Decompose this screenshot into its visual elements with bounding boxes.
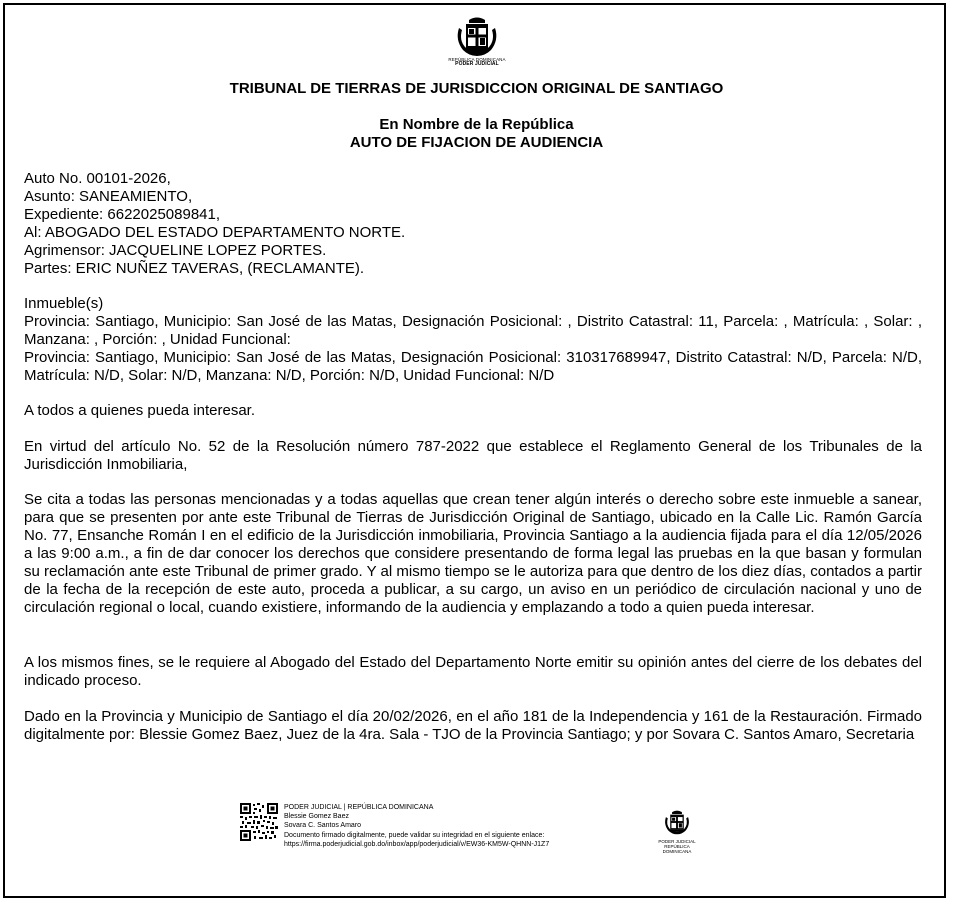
surveyor: Agrimensor: JACQUELINE LOPEZ PORTES. <box>24 242 327 259</box>
seal-caption-country: REPÚBLICA DOMINICANA <box>448 57 506 62</box>
property-heading: Inmueble(s) <box>24 295 104 312</box>
seal-caption <box>440 57 514 67</box>
signature-details <box>284 803 549 849</box>
addressee: Al: ABOGADO DEL ESTADO DEPARTAMENTO NORTE. <box>24 224 406 241</box>
footer-signer-1: Blessie Gomez Baez <box>284 813 349 821</box>
property-entry-2: Provincia: Santiago, Municipio: San José de las Matas, Designación Posicional: 310317689947, Distrito Catastral: N/D, Parcela: N/D, Matrícula: N/D, Solar: N/D, Manzana: N/D, Porción: N/D, Unidad Funcional: N/D <box>24 349 922 384</box>
footer-seal-country: REPÚBLICA DOMINICANA <box>662 844 692 854</box>
footer-validation-link[interactable]: https://firma.poderjudicial.gob.do/inbox/app/poderjudicial/v/EW36-KM5W-QHNN-J1Z7 <box>284 840 550 848</box>
closing-paragraph: Dado en la Provincia y Municipio de Santiago el día 20/02/2026, en el año 181 de la Independencia y 161 de la Restauración. Firmado digitalmente por: Blessie Gomez Baez, Juez de la 4ra. Sala - TJO de la Provincia Santiago; y por Sovara C. Santos Amaro, Secretaria <box>24 708 922 743</box>
footer-validate-note: Documento firmado digitalmente, puede validar su integridad en el siguiente enlace: <box>284 831 545 839</box>
seal-caption-institution: PODER JUDICIAL <box>455 61 499 67</box>
auto-number: Auto No. 00101-2026, <box>24 170 171 187</box>
property-entry-1: Provincia: Santiago, Municipio: San José de las Matas, Designación Posicional: , Distrito Catastral: 11, Parcela: , Matrícula: , Solar: , Manzana: , Porción: , Unidad Funcional: <box>24 313 922 348</box>
footer-seal-institution: PODER JUDICIAL <box>658 839 696 844</box>
qr-code-icon[interactable] <box>240 803 278 841</box>
footer-signer-2: Sovara C. Santos Amaro <box>284 822 362 830</box>
parties: Partes: ERIC NUÑEZ TAVERAS, (RECLAMANTE). <box>24 260 365 277</box>
case-info <box>24 170 922 278</box>
footer-seal-caption <box>652 839 702 854</box>
footer-org: PODER JUDICIAL | REPÚBLICA DOMINICANA <box>284 804 434 811</box>
greeting: A todos a quienes pueda interesar. <box>24 402 256 419</box>
legal-basis-paragraph: En virtud del artículo No. 52 de la Resolución número 787-2022 que establece el Reglamento General de los Tribunales de la Jurisdicción Inmobiliaria, <box>24 438 922 473</box>
subject: Asunto: SANEAMIENTO, <box>24 188 193 205</box>
act-title: AUTO DE FIJACION DE AUDIENCIA <box>349 134 604 151</box>
property-section <box>24 295 922 385</box>
citation-paragraph: Se cita a todas las personas mencionadas y a todas aquellas que crean tener algún interés o derecho sobre este inmueble a sanear, para que se presenten por ante este Tribunal de Tierras de Jurisdicción Original de Santiago, ubicado en la Calle Lic. Ramón García No. 77, Ensanche Román I en el edificio de la Jurisdicción inmobiliaria, Provincia Santiago a la audiencia fijada para el día 12/05/2026 a las 9:00 a.m., a fin de dar conocer los derechos que considere presentando de forma legal las pruebas en la que basan y formulan su reclamación ante este Tribunal de primer grado. Y al mismo tiempo se le autoriza para que dentro de los diez días, contados a partir de la fecha de la recepción de este auto, proceda a publicar, a su cargo, un aviso en un periódico de circulación nacional y uno de circulación regional o local, cuando existiere, informando de la audiencia y emplazando a todo a quien pueda interesar. <box>24 491 922 616</box>
file-number: Expediente: 6622025089841, <box>24 206 221 223</box>
in-name-of-republic: En Nombre de la República <box>379 116 574 133</box>
digital-signature-footer <box>240 803 660 863</box>
request-paragraph: A los mismos fines, se le requiere al Abogado del Estado del Departamento Norte emitir su opinión antes del cierre de los debates del indicado proceso. <box>24 654 922 689</box>
tribunal-title: TRIBUNAL DE TIERRAS DE JURISDICCION ORIGINAL DE SANTIAGO <box>229 80 724 97</box>
